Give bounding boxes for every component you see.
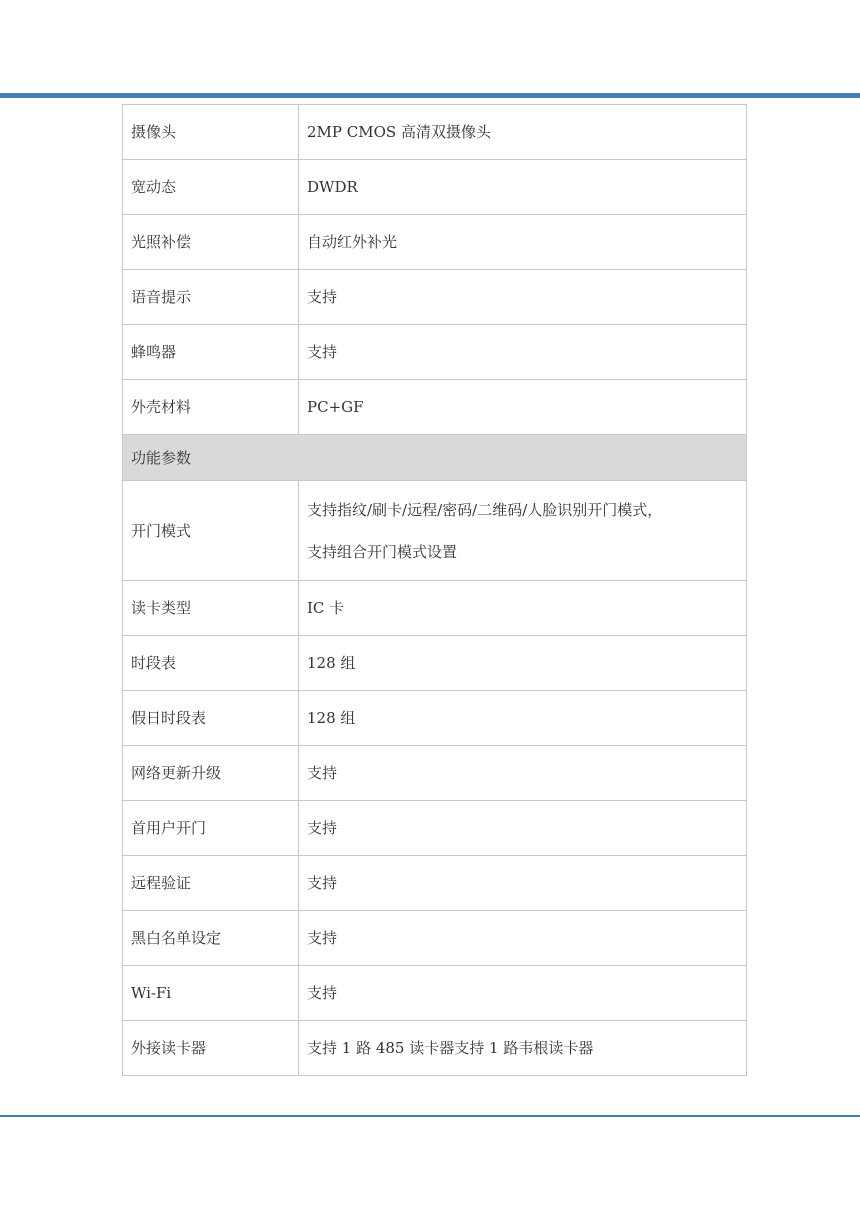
spec-label: 外壳材料 (123, 380, 299, 435)
table-row (123, 160, 747, 215)
table-row (123, 325, 747, 380)
table-row (123, 911, 747, 966)
table-row (123, 636, 747, 691)
spec-label: 黑白名单设定 (123, 911, 299, 966)
table-row (123, 380, 747, 435)
spec-value: 自动红外补光 (299, 215, 747, 270)
spec-value: 支持 (299, 325, 747, 380)
spec-label: 摄像头 (123, 105, 299, 160)
table-row (123, 856, 747, 911)
table-row (123, 746, 747, 801)
spec-label: 首用户开门 (123, 801, 299, 856)
spec-value (299, 481, 747, 581)
table-row (123, 481, 747, 581)
spec-value: 支持 1 路 485 读卡器支持 1 路韦根读卡器 (299, 1021, 747, 1076)
spec-value: 支持 (299, 966, 747, 1021)
spec-value: 支持 (299, 911, 747, 966)
spec-label: 光照补偿 (123, 215, 299, 270)
spec-value: 2MP CMOS 高清双摄像头 (299, 105, 747, 160)
spec-label: 假日时段表 (123, 691, 299, 746)
spec-label: 读卡类型 (123, 581, 299, 636)
footer-rule (0, 1115, 860, 1117)
spec-value: 支持 (299, 270, 747, 325)
spec-label: 时段表 (123, 636, 299, 691)
table-row (123, 1021, 747, 1076)
spec-label: Wi-Fi (123, 966, 299, 1021)
table-row (123, 270, 747, 325)
table-row (123, 581, 747, 636)
section-header-row (123, 435, 747, 481)
table-row (123, 966, 747, 1021)
table-row (123, 691, 747, 746)
spec-value: 128 组 (299, 636, 747, 691)
table-row (123, 215, 747, 270)
section-title: 功能参数 (123, 435, 747, 481)
spec-label: 网络更新升级 (123, 746, 299, 801)
spec-label: 宽动态 (123, 160, 299, 215)
spec-label: 远程验证 (123, 856, 299, 911)
spec-table (122, 104, 747, 1076)
spec-value: PC+GF (299, 380, 747, 435)
spec-value-line: 支持指纹/刷卡/远程/密码/二维码/人脸识别开门模式， (307, 500, 663, 519)
spec-value: DWDR (299, 160, 747, 215)
spec-label: 语音提示 (123, 270, 299, 325)
spec-value: 支持 (299, 746, 747, 801)
spec-label: 开门模式 (123, 481, 299, 581)
spec-value: 支持 (299, 801, 747, 856)
table-row (123, 801, 747, 856)
header-rule (0, 93, 860, 98)
table-row (123, 105, 747, 160)
spec-label: 蜂鸣器 (123, 325, 299, 380)
spec-value: 128 组 (299, 691, 747, 746)
spec-value: IC 卡 (299, 581, 747, 636)
spec-label: 外接读卡器 (123, 1021, 299, 1076)
spec-value-line: 支持组合开门模式设置 (307, 542, 458, 561)
spec-value: 支持 (299, 856, 747, 911)
